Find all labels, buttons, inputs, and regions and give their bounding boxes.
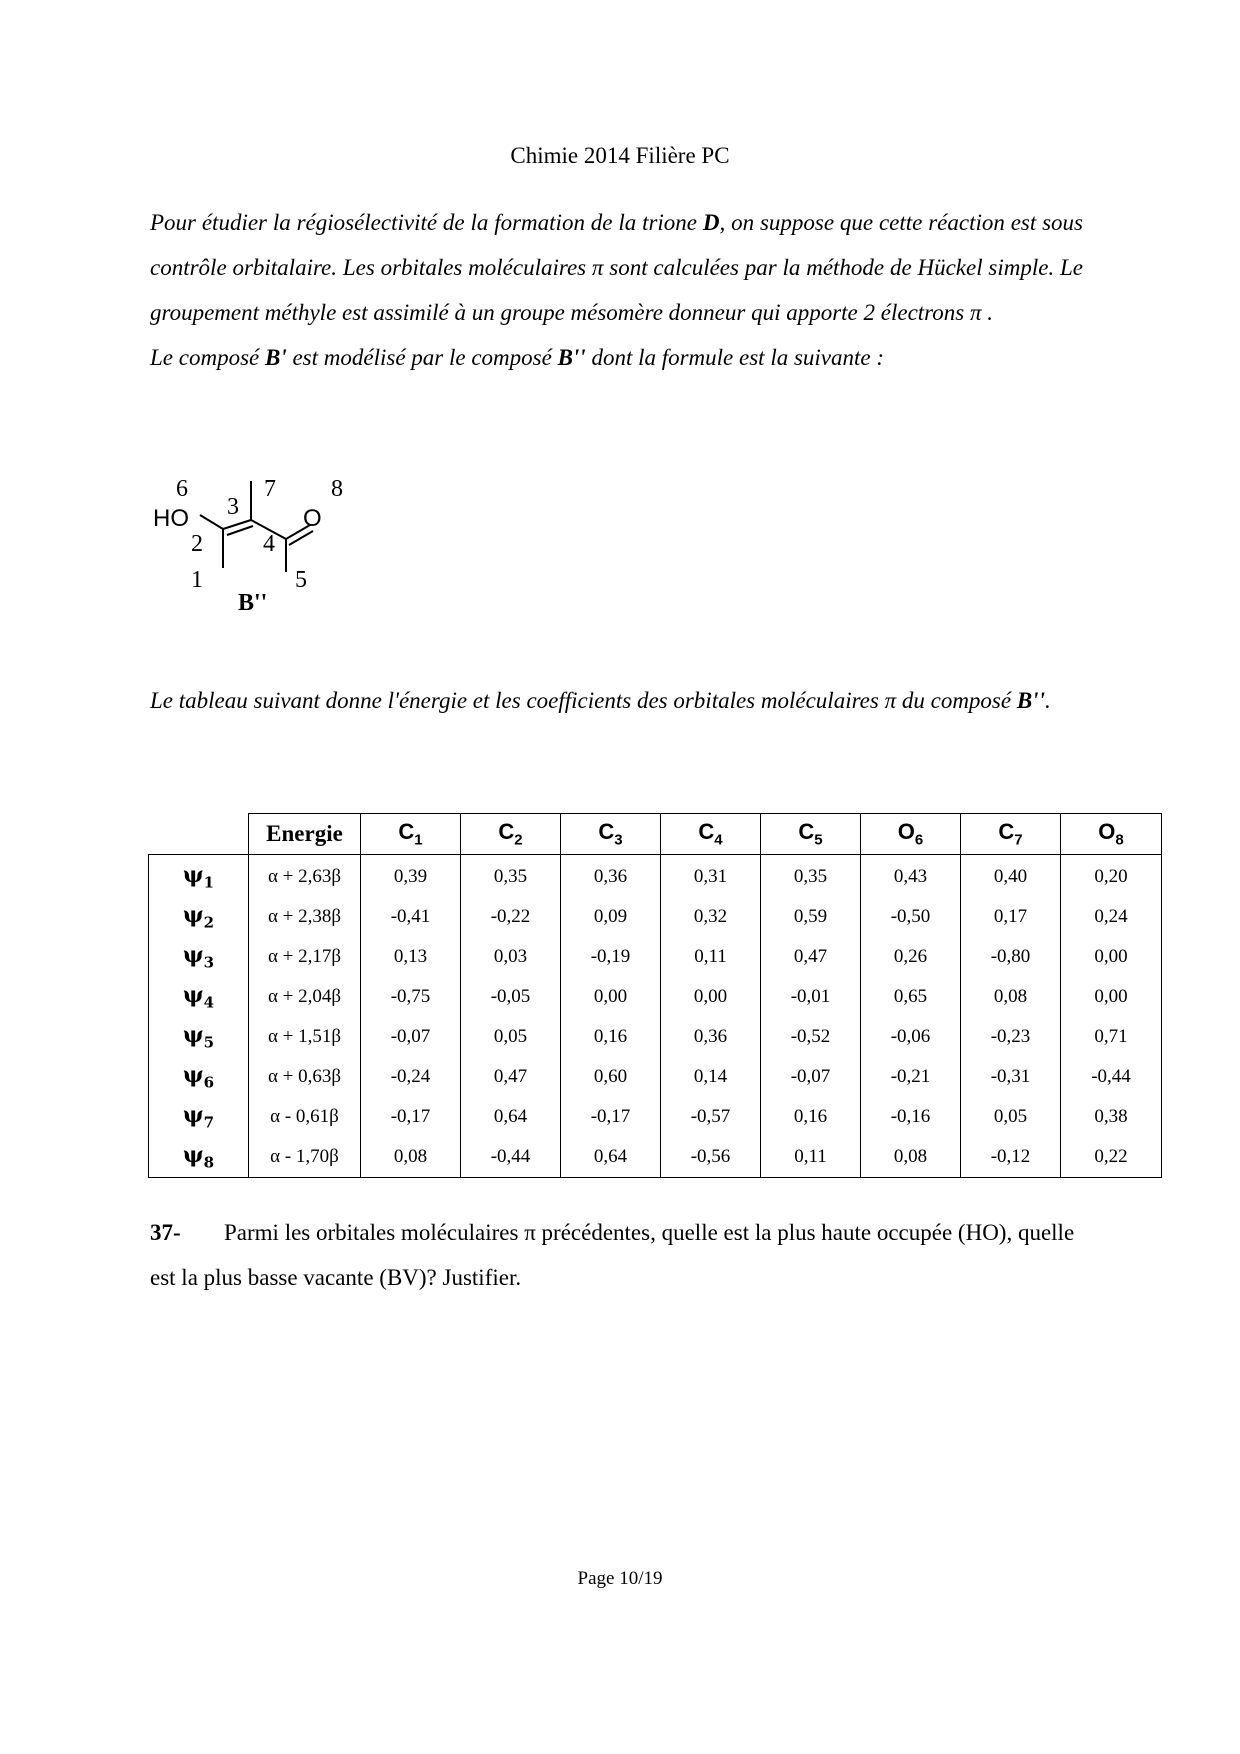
coefficient-cell: 0,16 xyxy=(761,1097,861,1137)
table-row xyxy=(149,897,1162,937)
orbital-label: $\psi_7$ xyxy=(149,1097,249,1137)
orbital-label: $\psi_1$ xyxy=(149,855,249,898)
column-header-c1: $C_1$ xyxy=(361,814,461,855)
orbital-label: $\psi_8$ xyxy=(149,1137,249,1178)
orbital-energy: α + 2,04β xyxy=(249,977,361,1017)
coefficient-cell: 0,11 xyxy=(661,937,761,977)
table-row xyxy=(149,1057,1162,1097)
coefficient-cell: -0,44 xyxy=(461,1137,561,1178)
coefficient-cell: 0,40 xyxy=(961,855,1061,898)
table-row xyxy=(149,937,1162,977)
column-header-c3: $C_3$ xyxy=(561,814,661,855)
coefficient-cell: 0,64 xyxy=(461,1097,561,1137)
table-row xyxy=(149,855,1162,898)
compound-b-double-prime: B'' xyxy=(557,345,586,370)
orbital-label: $\psi_6$ xyxy=(149,1057,249,1097)
intro-paragraph: Pour étudier la régiosélectivité de la formation de la trione D, on suppose que cette réaction est sous contrôle orbitalaire. Les orbitales moléculaires π sont calculées par la méthode de Hückel simple. Le groupement méthyle est assimilé à un groupe mésomère donneur qui apporte 2 électrons π . Le composé B' est modélisé par le composé B'' dont la formule est la suivante : xyxy=(150,210,1083,370)
coefficient-cell: 0,39 xyxy=(361,855,461,898)
coefficient-cell: 0,00 xyxy=(661,977,761,1017)
coefficient-cell: -0,07 xyxy=(761,1057,861,1097)
coefficient-cell: 0,22 xyxy=(1061,1137,1162,1178)
coefficient-cell: 0,47 xyxy=(761,937,861,977)
coefficient-cell: 0,05 xyxy=(461,1017,561,1057)
coefficient-cell: -0,12 xyxy=(961,1137,1061,1178)
coefficient-cell: 0,32 xyxy=(661,897,761,937)
coefficient-cell: -0,80 xyxy=(961,937,1061,977)
table-intro: Le tableau suivant donne l'énergie et les coefficients des orbitales moléculaires π du composé B''. xyxy=(150,688,1051,713)
orbital-energy: α - 1,70β xyxy=(249,1137,361,1178)
atom-ho: HO xyxy=(153,505,189,532)
compound-d: D xyxy=(702,210,720,235)
coefficient-cell: 0,35 xyxy=(761,855,861,898)
atom-number-7: 7 xyxy=(264,476,276,502)
coefficient-cell: -0,06 xyxy=(861,1017,961,1057)
column-header-c5: $C_5$ xyxy=(761,814,861,855)
column-header-o6: $O_6$ xyxy=(861,814,961,855)
orbital-label: $\psi_3$ xyxy=(149,937,249,977)
coefficient-cell: 0,08 xyxy=(861,1137,961,1178)
coefficient-cell: 0,13 xyxy=(361,937,461,977)
coefficient-cell: -0,31 xyxy=(961,1057,1061,1097)
coefficient-cell: 0,36 xyxy=(561,855,661,898)
coefficient-cell: -0,01 xyxy=(761,977,861,1017)
coefficient-cell: -0,41 xyxy=(361,897,461,937)
coefficient-cell: -0,24 xyxy=(361,1057,461,1097)
column-header-c2: $C_2$ xyxy=(461,814,561,855)
bond-c4-o8-double xyxy=(289,531,313,545)
table-row xyxy=(149,1137,1162,1178)
coefficient-cell: -0,05 xyxy=(461,977,561,1017)
coefficient-cell: 0,05 xyxy=(961,1097,1061,1137)
question-37 xyxy=(150,1210,1085,1300)
coefficient-cell: 0,11 xyxy=(761,1137,861,1178)
molecule-name: B'' xyxy=(238,590,268,616)
table-row xyxy=(149,1097,1162,1137)
coefficient-cell: -0,17 xyxy=(561,1097,661,1137)
coefficient-cell: -0,50 xyxy=(861,897,961,937)
coefficient-cell: -0,52 xyxy=(761,1017,861,1057)
coefficient-cell: 0,17 xyxy=(961,897,1061,937)
coefficient-cell: 0,03 xyxy=(461,937,561,977)
page-footer: Page 10/19 xyxy=(577,1568,663,1589)
atom-number-3: 3 xyxy=(227,494,239,520)
coefficient-cell: -0,23 xyxy=(961,1017,1061,1057)
coefficient-cell: -0,56 xyxy=(661,1137,761,1178)
coefficient-cell: 0,38 xyxy=(1061,1097,1162,1137)
orbital-energy: α + 2,38β xyxy=(249,897,361,937)
coefficient-cell: 0,47 xyxy=(461,1057,561,1097)
orbital-energy: α - 0,61β xyxy=(249,1097,361,1137)
column-header-o8: $O_8$ xyxy=(1061,814,1162,855)
coefficient-cell: 0,09 xyxy=(561,897,661,937)
atom-number-1: 1 xyxy=(191,567,203,593)
orbital-label: $\psi_2$ xyxy=(149,897,249,937)
table-row xyxy=(149,977,1162,1017)
coefficient-cell: 0,43 xyxy=(861,855,961,898)
coefficient-cell: 0,08 xyxy=(361,1137,461,1178)
bond-o6-c2 xyxy=(200,515,223,529)
column-header-c4: $C_4$ xyxy=(661,814,761,855)
coefficient-cell: -0,17 xyxy=(361,1097,461,1137)
question-number: 37- xyxy=(150,1220,181,1245)
coefficient-cell: -0,57 xyxy=(661,1097,761,1137)
coefficient-cell: -0,44 xyxy=(1061,1057,1162,1097)
coefficient-cell: -0,19 xyxy=(561,937,661,977)
coefficient-cell: 0,00 xyxy=(1061,977,1162,1017)
coefficient-cell: -0,21 xyxy=(861,1057,961,1097)
question-text: Parmi les orbitales moléculaires π précédentes, quelle est la plus haute occupée (HO), quelle est la plus basse vacante (BV)? Justifier. xyxy=(150,1220,1075,1290)
coefficient-cell: 0,08 xyxy=(961,977,1061,1017)
atom-number-4: 4 xyxy=(263,531,275,557)
atom-number-5: 5 xyxy=(295,567,307,593)
coefficient-cell: 0,14 xyxy=(661,1057,761,1097)
coefficient-cell: 0,00 xyxy=(561,977,661,1017)
compound-b-prime: B' xyxy=(264,345,287,370)
coefficient-cell: 0,64 xyxy=(561,1137,661,1178)
table-corner xyxy=(149,814,249,855)
coefficient-cell: 0,65 xyxy=(861,977,961,1017)
coefficient-cell: -0,22 xyxy=(461,897,561,937)
atom-number-2: 2 xyxy=(191,531,203,557)
orbital-table xyxy=(148,813,1162,1178)
coefficient-cell: 0,36 xyxy=(661,1017,761,1057)
column-header-c7: $C_7$ xyxy=(961,814,1061,855)
coefficient-cell: 0,20 xyxy=(1061,855,1162,898)
orbital-energy: α + 2,17β xyxy=(249,937,361,977)
coefficient-cell: 0,60 xyxy=(561,1057,661,1097)
coefficient-cell: 0,26 xyxy=(861,937,961,977)
coefficient-cell: 0,59 xyxy=(761,897,861,937)
coefficient-cell: -0,07 xyxy=(361,1017,461,1057)
coefficient-cell: 0,31 xyxy=(661,855,761,898)
atom-number-8: 8 xyxy=(331,476,343,502)
coefficient-cell: -0,75 xyxy=(361,977,461,1017)
orbital-label: $\psi_5$ xyxy=(149,1017,249,1057)
page-header: Chimie 2014 Filière PC xyxy=(510,143,730,168)
atom-o: O xyxy=(303,505,322,532)
coefficient-cell: 0,71 xyxy=(1061,1017,1162,1057)
coefficient-cell: 0,16 xyxy=(561,1017,661,1057)
atom-number-6: 6 xyxy=(176,476,188,502)
coefficient-cell: 0,24 xyxy=(1061,897,1162,937)
table-row xyxy=(149,1017,1162,1057)
energy-header: Energie xyxy=(249,814,361,855)
molecule-structure xyxy=(150,465,380,625)
coefficient-cell: 0,00 xyxy=(1061,937,1162,977)
orbital-energy: α + 1,51β xyxy=(249,1017,361,1057)
coefficient-cell: -0,16 xyxy=(861,1097,961,1137)
orbital-energy: α + 2,63β xyxy=(249,855,361,898)
coefficient-cell: 0,35 xyxy=(461,855,561,898)
orbital-label: $\psi_4$ xyxy=(149,977,249,1017)
orbital-energy: α + 0,63β xyxy=(249,1057,361,1097)
